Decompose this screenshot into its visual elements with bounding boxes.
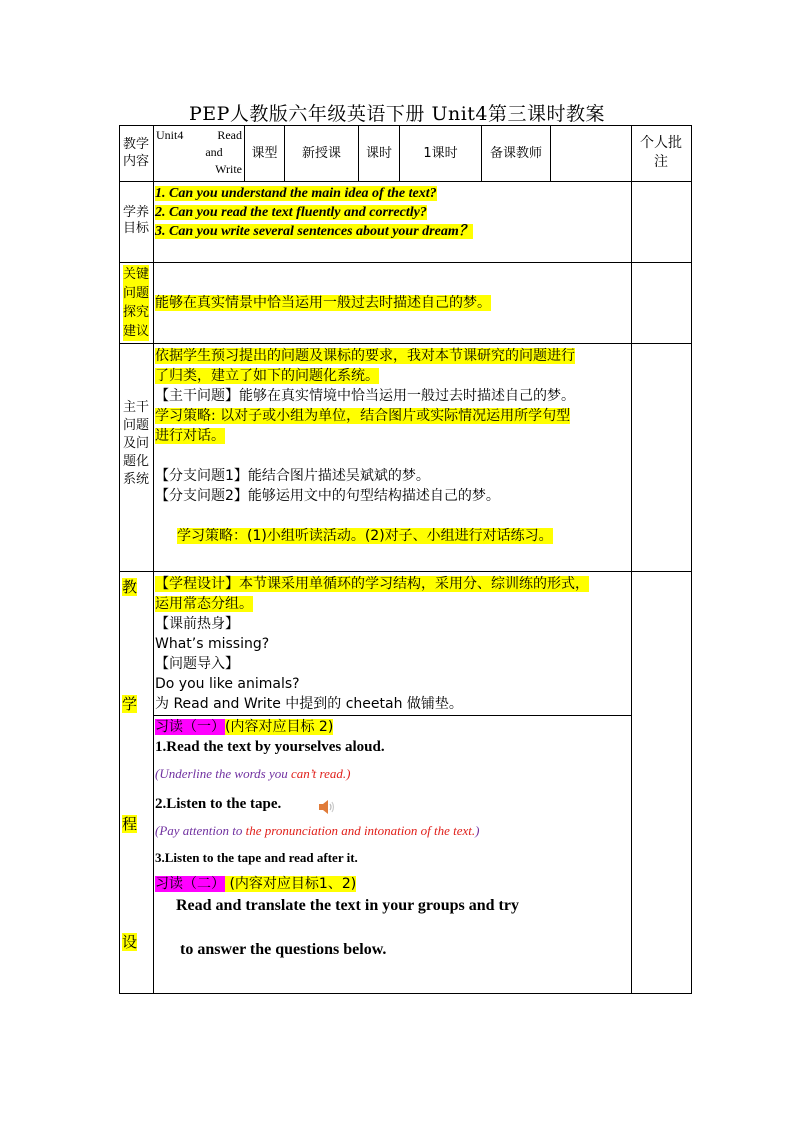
process-label-char: 学 — [122, 695, 138, 713]
read-2-text-line-1: Read and translate the text in your groups and try — [176, 897, 519, 914]
process-label-char: 教 — [122, 578, 138, 596]
speaker-icon[interactable] — [318, 799, 336, 815]
lead-note: 为 Read and Write 中提到的 cheetah 做铺垫。 — [155, 696, 463, 712]
warmup-text: What’s missing? — [155, 636, 270, 652]
comment-label: 个人批注 — [640, 135, 682, 170]
type-value: 新授课 — [301, 146, 341, 161]
step-2-note: (Pay attention to the pronunciation and intonation of the text.) — [155, 823, 480, 838]
content-value: Unit4 Read and Write — [156, 128, 242, 176]
step-1-note: (Underline the words you can’t read.) — [155, 766, 351, 781]
strategy-2: 学习策略：(1)小组听读活动。(2)对子、小组进行对话练习。 — [177, 528, 553, 544]
read-2-text-line-2: to answer the questions below. — [180, 941, 387, 958]
lead-label: 【问题导入】 — [155, 656, 239, 672]
process-design: 【学程设计】本节课采用单循环的学习结构，采用分、综训练的形式， 运用常态分组。 【课前热身】 What’s missing? 【问题导入】 Do you like animals? 为 Read and Write 中提到的 cheetah 做铺垫。 — [155, 574, 629, 714]
branch-question-1: 【分支问题1】能结合图片描述吴斌斌的梦。 — [155, 468, 430, 484]
goals-list — [155, 184, 629, 241]
main-question-label: 主干问题及问题化系统 — [123, 400, 150, 487]
main-question-content: 依据学生预习提出的问题及课标的要求，我对本节课研究的问题进行 了归类，建立了如下的问题化系统。 【主干问题】能够在真实情境中恰当运用一般过去时描述自己的梦。 学习策略: 以对子或小组为单位，结合图片或实际情况运用所学句型 进行对话。 【分支问题1】能结合图片描述吴斌斌的梦。 【分支问题2】能够运用文中的句型结构描述自己的梦。 学习策略：(1)小组听读活动。(2)对子、小组进行对话练习。 — [155, 346, 629, 546]
hours-value: 1课时 — [423, 146, 458, 161]
type-label: 课型 — [251, 146, 278, 161]
branch-question-2: 【分支问题2】能够运用文中的句型结构描述自己的梦。 — [155, 488, 500, 504]
goals-label: 学养目标 — [122, 205, 149, 236]
read-2-heading: 习读（二） (内容对应目标1、2) — [155, 876, 357, 892]
read-1-heading: 习读（一）(内容对应目标 2) — [155, 719, 334, 735]
teacher-label: 备课教师 — [489, 146, 542, 161]
goal-item: 2. Can you read the text fluently and correctly? — [155, 205, 427, 220]
lead-question: Do you like animals? — [155, 676, 300, 692]
page-title: PEP人教版六年级英语下册 Unit4第三课时教案 — [188, 103, 606, 125]
hours-label: 课时 — [365, 146, 392, 161]
step-1: 1.Read the text by yourselves aloud. — [155, 739, 385, 755]
process-label-char: 程 — [122, 815, 138, 833]
warmup-label: 【课前热身】 — [155, 616, 239, 632]
key-question-label: 关键问题探究建议 — [123, 267, 150, 339]
main-question: 【主干问题】能够在真实情境中恰当运用一般过去时描述自己的梦。 — [155, 388, 575, 404]
content-label: 教学内容 — [122, 137, 149, 169]
key-question-text: 能够在真实情景中恰当运用一般过去时描述自己的梦。 — [155, 295, 491, 311]
process-label-char: 设 — [122, 933, 138, 951]
step-3: 3.Listen to the tape and read after it. — [155, 850, 358, 865]
goal-item: 3. Can you write several sentences about your dream？ — [155, 224, 473, 239]
goal-item: 1. Can you understand the main idea of the text? — [155, 186, 437, 201]
step-2: 2.Listen to the tape. — [155, 796, 282, 812]
